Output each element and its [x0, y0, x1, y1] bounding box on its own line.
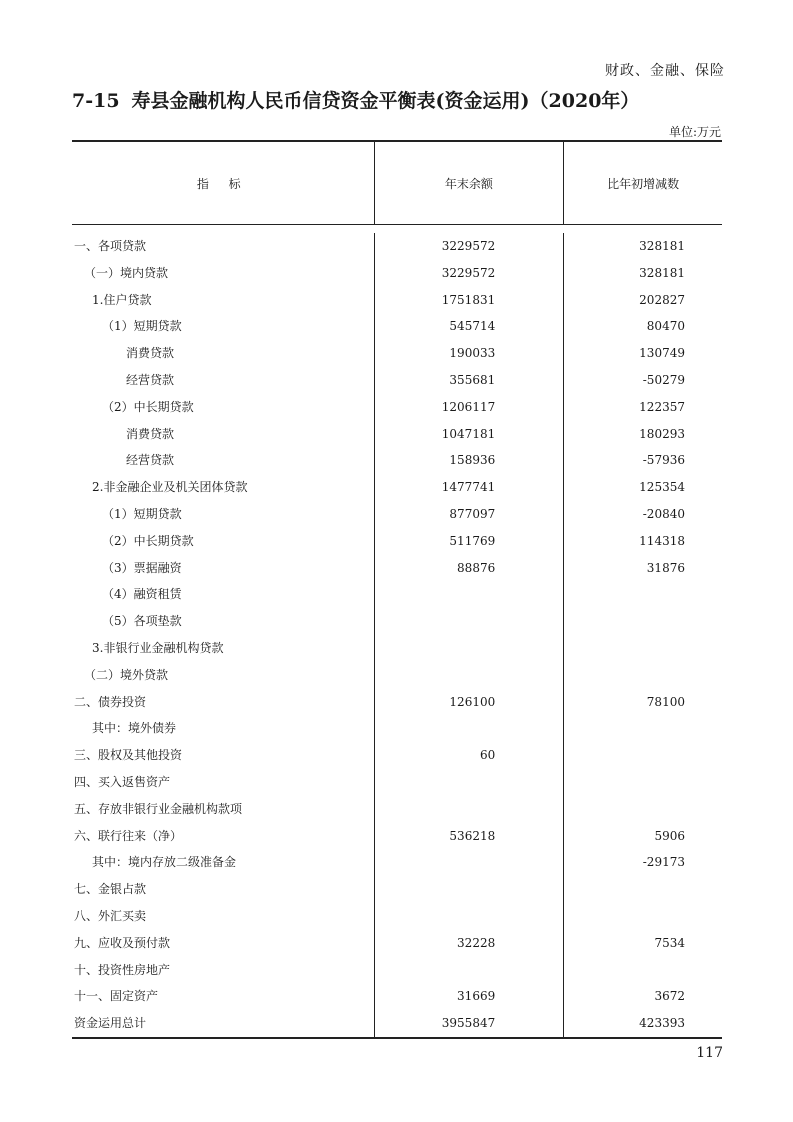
row-label: （二）境外贷款 — [84, 667, 169, 682]
row-change: 202827 — [639, 292, 685, 307]
row-label: 2.非金融企业及机关团体贷款 — [92, 480, 248, 495]
table-body — [72, 225, 722, 1037]
row-change: 180293 — [639, 426, 685, 441]
row-change: 328181 — [639, 239, 685, 253]
header-year-end-balance: 年末余额 — [374, 142, 564, 224]
row-change — [564, 796, 722, 823]
row-balance: 1477741 — [441, 480, 496, 495]
row-balance: 1206117 — [441, 399, 496, 414]
row-balance: 545714 — [449, 319, 496, 334]
table-title: 寿县金融机构人民币信贷资金平衡表(资金运用)（2020年） — [131, 90, 640, 112]
balance-table — [72, 140, 722, 1039]
page-title — [72, 86, 639, 113]
row-change: 125354 — [639, 480, 685, 495]
row-label: 一、各项贷款 — [74, 239, 147, 253]
row-balance: 1047181 — [441, 426, 496, 441]
row-change: -20840 — [642, 506, 685, 521]
row-label: 十、投资性房地产 — [74, 962, 171, 977]
table-bottom-rule — [72, 1037, 722, 1039]
row-label: （5）各项垫款 — [102, 614, 182, 629]
table-header — [72, 142, 722, 225]
row-change: 328181 — [639, 265, 685, 280]
row-label: （一）境内贷款 — [84, 265, 169, 280]
row-balance: 877097 — [449, 506, 496, 521]
row-label: 六、联行往来（净） — [74, 828, 183, 843]
row-balance: 511769 — [449, 533, 496, 548]
row-change: -29173 — [642, 855, 685, 870]
row-change — [564, 742, 722, 769]
header-change-since-start: 比年初增减数 — [563, 142, 722, 224]
row-label: 五、存放非银行业金融机构款项 — [74, 801, 243, 816]
row-change: -50279 — [642, 372, 685, 387]
row-balance — [375, 876, 564, 903]
row-label: （1）短期贷款 — [102, 506, 182, 521]
row-label: 经营贷款 — [126, 453, 175, 468]
row-change: 7534 — [654, 935, 685, 950]
row-balance — [375, 715, 564, 742]
row-label: 消费贷款 — [126, 426, 175, 441]
row-change — [564, 769, 722, 796]
row-label: 3.非银行业金融机构贷款 — [92, 640, 224, 655]
label-column — [72, 233, 374, 1037]
row-label: （4）融资租赁 — [102, 587, 182, 602]
row-label: 1.住户贷款 — [92, 292, 152, 307]
header-indicator: 指 标 — [196, 176, 249, 191]
row-label: 二、债券投资 — [74, 694, 147, 709]
row-label: 八、外汇买卖 — [74, 908, 147, 923]
row-balance — [375, 957, 564, 984]
row-balance — [375, 796, 564, 823]
row-change — [564, 635, 722, 662]
balance-column — [374, 233, 564, 1037]
row-balance: 3229572 — [441, 265, 496, 280]
row-balance — [375, 662, 564, 689]
row-balance: 190033 — [449, 346, 496, 361]
row-label: 其中：境内存放二级准备金 — [92, 855, 237, 870]
row-change: 423393 — [639, 1016, 685, 1031]
page-number: 117 — [696, 1045, 723, 1061]
row-change: 31876 — [646, 560, 685, 575]
row-label: 七、金银占款 — [74, 882, 147, 897]
unit-label: 单位:万元 — [668, 125, 721, 139]
table-number: 7-15 — [72, 90, 120, 112]
row-balance — [375, 608, 564, 635]
row-label: 其中：境外债券 — [92, 721, 177, 736]
row-label: 消费贷款 — [126, 346, 175, 361]
row-change — [564, 662, 722, 689]
row-balance: 536218 — [449, 828, 496, 843]
row-change — [564, 581, 722, 608]
row-change: 5906 — [654, 828, 685, 843]
row-balance: 158936 — [449, 453, 496, 468]
row-balance: 3955847 — [441, 1016, 496, 1031]
row-balance: 355681 — [449, 372, 496, 387]
row-balance: 31669 — [457, 989, 496, 1004]
row-balance: 1751831 — [441, 292, 496, 307]
row-balance — [375, 581, 564, 608]
row-balance — [375, 635, 564, 662]
change-column — [563, 233, 722, 1037]
row-change — [564, 608, 722, 635]
row-balance: 126100 — [449, 694, 496, 709]
row-label: 十一、固定资产 — [74, 989, 159, 1004]
row-balance — [375, 769, 564, 796]
row-balance: 88876 — [457, 560, 496, 575]
row-change: 122357 — [639, 399, 685, 414]
row-balance: 3229572 — [441, 239, 496, 253]
row-change — [564, 876, 722, 903]
row-label: （3）票据融资 — [102, 560, 182, 575]
row-label: 四、买入返售资产 — [74, 774, 171, 789]
row-label: （2）中长期贷款 — [102, 533, 194, 548]
row-change — [564, 903, 722, 930]
row-balance: 60 — [479, 748, 496, 763]
row-change: 130749 — [639, 346, 685, 361]
row-change: 80470 — [646, 319, 685, 334]
row-change — [564, 957, 722, 984]
row-label: （1）短期贷款 — [102, 319, 182, 334]
row-label: （2）中长期贷款 — [102, 399, 194, 414]
row-balance — [375, 903, 564, 930]
row-change: -57936 — [642, 453, 685, 468]
row-change: 78100 — [646, 694, 685, 709]
row-label: 三、股权及其他投资 — [74, 748, 183, 763]
row-label: 资金运用总计 — [74, 1016, 147, 1031]
section-header: 财政、金融、保险 — [605, 63, 725, 79]
row-change: 114318 — [639, 533, 685, 548]
row-label: 经营贷款 — [126, 372, 175, 387]
row-balance — [375, 849, 564, 876]
row-change: 3672 — [654, 989, 685, 1004]
row-balance: 32228 — [457, 935, 496, 950]
row-label: 九、应收及预付款 — [74, 935, 171, 950]
row-change — [564, 715, 722, 742]
